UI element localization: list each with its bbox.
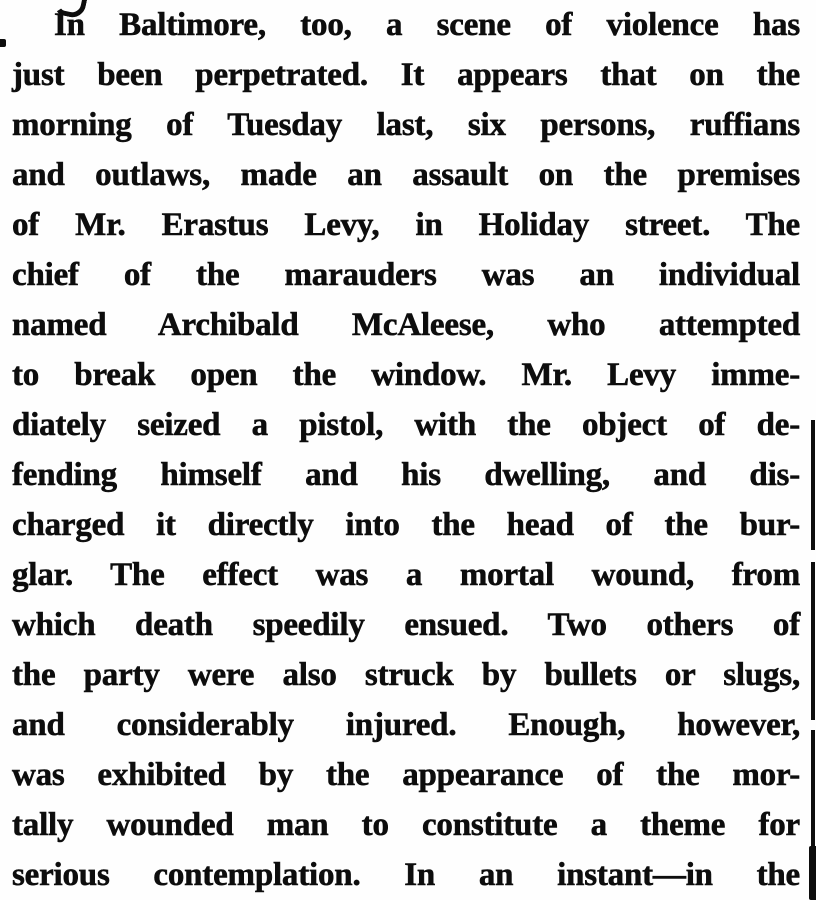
left-edge-ink-mark <box>0 39 6 47</box>
article-line: diately seized a pistol, with the object of de- <box>12 407 800 443</box>
article-line: which death speedily ensued. Two others of <box>12 607 800 643</box>
article-line: the party were also struck by bullets or slugs, <box>12 657 800 693</box>
article-line: of Mr. Erastus Levy, in Holiday street. The <box>12 207 800 243</box>
article-line: chief of the marauders was an individual <box>12 257 800 293</box>
column-divider-rule <box>811 420 815 900</box>
article-line: to break open the window. Mr. Levy imme- <box>12 357 800 393</box>
article-line: serious contemplation. In an instant—in the <box>12 857 800 893</box>
column-divider-rule-blob <box>809 846 816 900</box>
article-line: morning of Tuesday last, six persons, ruffians <box>12 107 800 143</box>
article-line: tally wounded man to constitute a theme for <box>12 807 800 843</box>
article-line: fending himself and his dwelling, and dis- <box>12 457 800 493</box>
article-line: just been perpetrated. It appears that on the <box>12 57 800 93</box>
article-line: charged it directly into the head of the bur- <box>12 507 800 543</box>
article-line: and outlaws, made an assault on the premises <box>12 157 800 193</box>
article-line: and considerably injured. Enough, however, <box>12 707 800 743</box>
article-line: was exhibited by the appearance of the mor- <box>12 757 800 793</box>
article-line: named Archibald McAleese, who attempted <box>12 307 800 343</box>
article-line: In Baltimore, too, a scene of violence has <box>54 7 800 43</box>
article-line: glar. The effect was a mortal wound, from <box>12 557 800 593</box>
article-text-column <box>12 0 800 900</box>
